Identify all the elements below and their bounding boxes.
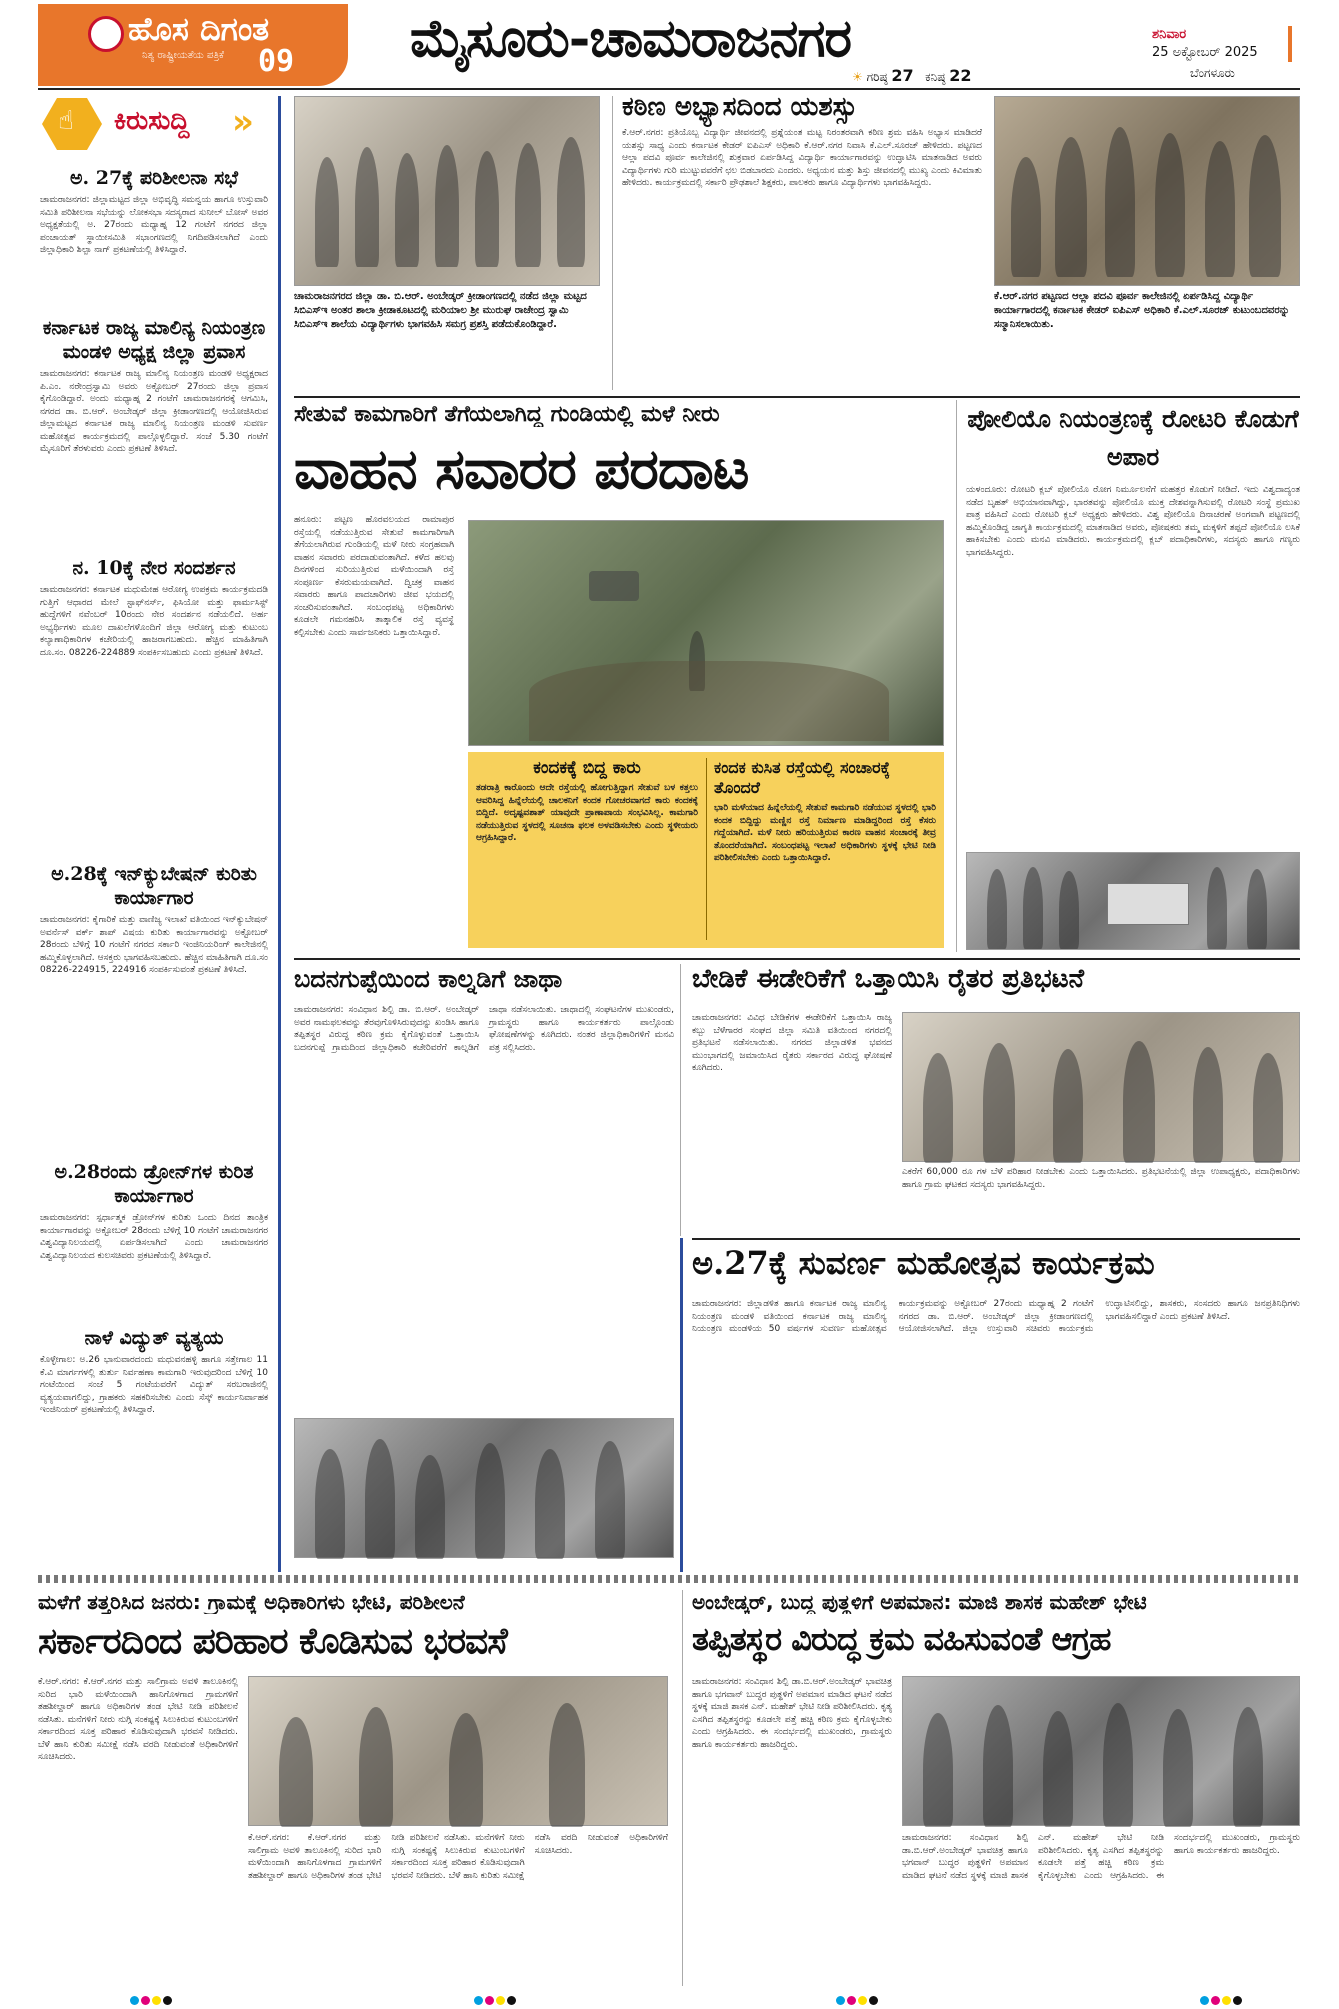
kiru-suddi-badge — [40, 96, 262, 152]
date-accent-bar — [1288, 26, 1292, 62]
registration-dots — [474, 1990, 518, 2000]
story-body: ಕೆ.ಆರ್.ನಗರ: ಪ್ರತಿಯೊಬ್ಬ ವಿದ್ಯಾರ್ಥಿ ಜೀವನದಲ್ಲಿ ಪ್ರಶ್ನೆಯಂತ ಮಟ್ಟ ನಿರಂತರವಾಗಿ ಕಠಿಣ ಶ್ರಮ ವಹಿಸಿ ಅಭ್ಯಾಸ ಮಾಡಿದರೆ ಯಶಸ್ಸು ಸಾಧ್ಯ ಎಂದು ಕರ್ನಾಟಕ ಕೇಡರ್ ಐಪಿಎಸ್ ಅಧಿಕಾರಿ ಕೆ.ಆರ್.ನಗರ ನಿವಾಸಿ ಕೆ.ಎಲ್.ಸೂರಜ್ ಹೇಳಿದರು. ಪಟ್ಟಣದ ಆಲ್ಲಾ ಪದವಿ ಪೂರ್ವ ಕಾಲೇಜಿನಲ್ಲಿ ಶುಕ್ರವಾರ ಏರ್ಪಡಿಸಿದ್ದ ವಿದ್ಯಾರ್ಥಿ ಕಾರ್ಯಾಗಾರವನ್ನು ಉದ್ಘಾಟಿಸಿ ಮಾತನಾಡಿದ ಅವರು ವಿದ್ಯಾರ್ಥಿಗಳು ಗುರಿ ಮುಟ್ಟುವವರೆಗೆ ಛಲ ಬಿಡಬಾರದು ಎಂದರು. ಅಧ್ಯಯನ ಮತ್ತು ಶಿಸ್ತು ಜೀವನದಲ್ಲಿ ಮುಖ್ಯ ಎಂದು ಕಿವಿಮಾತು ಹೇಳಿದರು. ಕಾರ್ಯಕ್ರಮದಲ್ಲಿ ಸರ್ಕಾರಿ ಪ್ರೌಢಶಾಲೆ ಶಿಕ್ಷಕರು, ಪಾಲಕರು ಹಾಗೂ ವಿದ್ಯಾರ್ಥಿಗಳು ಭಾಗವಹಿಸಿದ್ದರು. — [622, 128, 982, 188]
kiru-suddi-label: ಕಿರುಸುದ್ದಿ — [114, 106, 190, 136]
logo-emblem-icon — [88, 16, 124, 52]
story-body: ಚಾಮರಾಜನಗರ: ಜಿಲ್ಲಾಡಳಿತ ಹಾಗೂ ಕರ್ನಾಟಕ ರಾಜ್ಯ ಮಾಲಿನ್ಯ ನಿಯಂತ್ರಣ ಮಂಡಳಿ ವತಿಯಿಂದ ಕರ್ನಾಟಕ ರಾಜ್ಯ ಮಾಲಿನ್ಯ ನಿಯಂತ್ರಣ ಮಂಡಳಿಯ 50 ವರ್ಷಗಳ ಸುವರ್ಣ ಮಹೋತ್ಸವ ಕಾರ್ಯಕ್ರಮವನ್ನು ಅಕ್ಟೋಬರ್ 27ರಂದು ಮಧ್ಯಾಹ್ನ 2 ಗಂಟೆಗೆ ನಗರದ ಡಾ. ಬಿ.ಆರ್. ಅಂಬೇಡ್ಕರ್ ಜಿಲ್ಲಾ ಕ್ರೀಡಾಂಗಣದಲ್ಲಿ ಆಯೋಜಿಸಲಾಗಿದೆ. ಜಿಲ್ಲಾ ಉಸ್ತುವಾರಿ ಸಚಿವರು ಕಾರ್ಯಕ್ರಮ ಉದ್ಘಾಟಿಸಲಿದ್ದು, ಶಾಸಕರು, ಸಂಸದರು ಹಾಗೂ ಜನಪ್ರತಿನಿಧಿಗಳು ಭಾಗವಹಿಸಲಿದ್ದಾರೆ ಎಂದು ಪ್ರಕಟಣೆ ತಿಳಿಸಿದೆ. — [692, 1299, 1300, 1334]
kiru-headline: ನ. 10ಕ್ಕೆ ನೇರ ಸಂದರ್ಶನ — [72, 557, 236, 579]
weekday: ಶನಿವಾರ — [1152, 27, 1187, 42]
story-body-continued — [902, 1832, 1300, 1984]
kiru-headline: ಕರ್ನಾಟಕ ರಾಜ್ಯ ಮಾಲಿನ್ಯ ನಿಯಂತ್ರಣ ಮಂಡಳಿ ಅಧ್ಯಕ್ಷ ಜಿಲ್ಲಾ ಪ್ರವಾಸ — [42, 317, 266, 363]
story-ambedkar-kicker: ಅಂಬೇಡ್ಕರ್, ಬುದ್ಧ ಪುತ್ಥಳಿಗೆ ಅಪಮಾನ: ಮಾಜಿ ಶಾಸಕ ಮಹೇಶ್ ಭೇಟಿ — [692, 1590, 1147, 1614]
page-number: 09 — [258, 44, 295, 79]
story-polio-headline: ಪೋಲಿಯೊ ನಿಯಂತ್ರಣಕ್ಕೆ ರೋಟರಿ ಕೊಡುಗೆ ಅಪಾರ — [967, 404, 1299, 471]
column-rule — [682, 1590, 683, 1986]
photo-officials-visit — [248, 1676, 668, 1826]
kiru-headline: ಅ.28ಕ್ಕೆ ಇನ್‌ಕ್ಯುಬೇಷನ್ ಕುರಿತು ಕಾರ್ಯಾಗಾರ — [51, 863, 257, 909]
continued-text: ಕೆ.ಆರ್.ನಗರ: ಕೆ.ಆರ್.ನಗರ ಮತ್ತು ಸಾಲಿಗ್ರಾಮ ಅವಳಿ ತಾಲೂಕಿನಲ್ಲಿ ಸುರಿದ ಭಾರಿ ಮಳೆಯಿಂದಾಗಿ ಹಾನಿಗೊಳಗಾದ ಗ್ರಾಮಗಳಿಗೆ ತಹಶೀಲ್ದಾರ್ ಹಾಗೂ ಅಧಿಕಾರಿಗಳ ತಂಡ ಭೇಟಿ ನೀಡಿ ಪರಿಶೀಲನೆ ನಡೆಸಿತು. ಮನೆಗಳಿಗೆ ನೀರು ನುಗ್ಗಿ ಸಂಕಷ್ಟಕ್ಕೆ ಸಿಲುಕಿರುವ ಕುಟುಂಬಗಳಿಗೆ ಸರ್ಕಾರದಿಂದ ಸೂಕ್ತ ಪರಿಹಾರ ಕೊಡಿಸುವುದಾಗಿ ಭರವಸೆ ನೀಡಿದರು. ಬೆಳೆ ಹಾನಿ ಕುರಿತು ಸಮೀಕ್ಷೆ ನಡೆಸಿ ವರದಿ ನೀಡುವಂತೆ ಅಧಿಕಾರಿಗಳಿಗೆ ಸೂಚಿಸಿದರು. — [248, 1833, 668, 1881]
column-rule — [956, 400, 957, 952]
weather-readout — [852, 66, 1062, 85]
registration-dots — [130, 1990, 174, 2000]
registration-dots — [836, 1990, 880, 2000]
story-success — [622, 92, 982, 392]
photo-farmers-protest — [902, 1012, 1300, 1162]
story-compensation-headline: ಸರ್ಕಾರದಿಂದ ಪರಿಹಾರ ಕೊಡಿಸುವ ಭರವಸೆ — [38, 1620, 507, 1662]
story-body-continued — [248, 1832, 668, 1984]
kiru-headline: ನಾಳೆ ವಿದ್ಯುತ್ ವ್ಯತ್ಯಯ — [84, 1327, 224, 1349]
story-jatha-headline: ಬದನಗುಪ್ಪೆಯಿಂದ ಕಾಲ್ನಡಿಗೆ ಜಾಥಾ — [294, 964, 563, 993]
kiru-headline: ಅ.28ರಂದು ಡ್ರೋನ್‌ಗಳ ಕುರಿತ ಕಾರ್ಯಾಗಾರ — [54, 1161, 254, 1207]
photo-caption: ಚಾಮರಾಜನಗರದ ಜಿಲ್ಲಾ ಡಾ. ಬಿ.ಆರ್. ಅಂಬೇಡ್ಕರ್ ಕ್ರೀಡಾಂಗಣದಲ್ಲಿ ನಡೆದ ಜಿಲ್ಲಾ ಮಟ್ಟದ ಸಿಬಿಎಸ್‌ಇ ಅಂತರ ಶಾಲಾ ಕ್ರೀಡಾಕೂಟದಲ್ಲಿ ಮರಿಯಾಲ ಶ್ರೀ ಮುರುಘ ರಾಜೇಂದ್ರ ಸ್ವಾಮಿ ಸಿಬಿಎಸ್‌ಇ ಶಾಲೆಯ ವಿದ್ಯಾರ್ಥಿಗಳು ಭಾಗವಹಿಸಿ ಸಮಗ್ರ ಪ್ರಶಸ್ತಿ ಪಡೆದುಕೊಂಡಿದ್ದಾರೆ. — [294, 291, 587, 330]
weather-min-label: ಕನಿಷ್ಠ — [925, 70, 946, 84]
photo-rotary-event — [966, 852, 1300, 950]
masthead-date — [1152, 26, 1292, 62]
box-headline: ಕಂದಕಕ್ಕೆ ಬಿದ್ದ ಕಾರು — [533, 758, 641, 778]
kiru-body: ಚಾಮರಾಜನಗರ: ಕೈಗಾರಿಕೆ ಮತ್ತು ವಾಣಿಜ್ಯ ಇಲಾಖೆ ವತಿಯಿಂದ ಇನ್‌ಕ್ಯುಬೇಷನ್ ಅವರ್ನೆಸ್ ವರ್ಕ್ ಶಾಪ್ ವಿಷಯ ಕುರಿತು ಕಾರ್ಯಾಗಾರವನ್ನು ಅಕ್ಟೋಬರ್ 28ರಂದು ಬೆಳಿಗ್ಗೆ 10 ಗಂಟೆಗೆ ನಗರದ ಸರ್ಕಾರಿ ಇಂಜಿನಿಯರಿಂಗ್ ಕಾಲೇಜಿನಲ್ಲಿ ಹಮ್ಮಿಕೊಳ್ಳಲಾಗಿದೆ. ಆಸಕ್ತರು ಭಾಗವಹಿಸಬಹುದು. ಹೆಚ್ಚಿನ ಮಾಹಿತಿಗಾಗಿ ದೂ.ಸಂ 08226-224915, 224916 ಸಂಪರ್ಕಿಸುವಂತೆ ಪ್ರಕಟಣೆ ತಿಳಿಸಿದೆ. — [40, 915, 268, 975]
masthead-city: ಬೆಂಗಳೂರು — [1190, 66, 1235, 80]
section-rule — [294, 396, 1300, 398]
section-rule — [294, 958, 1300, 960]
photo-students-trophy — [294, 96, 600, 286]
photo-jatha-crowd — [294, 1418, 674, 1558]
story-body: ಹನೂರು: ಪಟ್ಟಣ ಹೊರವಲಯದ ರಾಮಾಪುರ ರಸ್ತೆಯಲ್ಲಿ ನಡೆಯುತ್ತಿರುವ ಸೇತುವೆ ಕಾಮಗಾರಿಗಾಗಿ ತೆಗೆಯಲಾಗಿರುವ ಗುಂಡಿಯಲ್ಲಿ ಮಳೆ ನೀರು ಸಂಗ್ರಹವಾಗಿ ವಾಹನ ಸವಾರರು ಪರದಾಡುವಂತಾಗಿದೆ. ಕಳೆದ ಹಲವು ದಿನಗಳಿಂದ ಸುರಿಯುತ್ತಿರುವ ಮಳೆಯಿಂದಾಗಿ ರಸ್ತೆ ಸಂಪೂರ್ಣ ಕೆಸರುಮಯವಾಗಿದೆ. ದ್ವಿಚಕ್ರ ವಾಹನ ಸವಾರರು ಹಾಗೂ ಪಾದಚಾರಿಗಳು ಜೀವ ಭಯದಲ್ಲಿ ಸಂಚರಿಸುವಂತಾಗಿದೆ. ಸಂಬಂಧಪಟ್ಟ ಅಧಿಕಾರಿಗಳು ಕೂಡಲೇ ಗಮನಹರಿಸಿ ತಾತ್ಕಾಲಿಕ ರಸ್ತೆ ವ್ಯವಸ್ಥೆ ಕಲ್ಪಿಸಬೇಕು ಎಂದು ಸಾರ್ವಜನಿಕರು ಒತ್ತಾಯಿಸಿದ್ದಾರೆ. — [294, 515, 454, 638]
story-body-continued: ಎಕರೆಗೆ 60,000 ರೂ ಗಳ ಬೆಳೆ ಪರಿಹಾರ ನೀಡಬೇಕು ಎಂದು ಒತ್ತಾಯಿಸಿದರು. ಪ್ರತಿಭಟನೆಯಲ್ಲಿ ಜಿಲ್ಲಾ ಉಪಾಧ್ಯಕ್ಷರು, ಪದಾಧಿಕಾರಿಗಳು ಹಾಗೂ ಗ್ರಾಮ ಘಟಕದ ಸದಸ್ಯರು ಭಾಗವಹಿಸಿದ್ದರು. — [902, 1167, 1300, 1190]
kiru-item-1 — [40, 166, 268, 316]
story-bridge-kicker: ಸೇತುವೆ ಕಾಮಗಾರಿಗೆ ತೆಗೆಯಲಾಗಿದ್ದ ಗುಂಡಿಯಲ್ಲಿ ಮಳೆ ನೀರು — [294, 402, 720, 427]
kiru-item-5 — [40, 1160, 268, 1324]
story-body: ಕೆ.ಆರ್.ನಗರ: ಕೆ.ಆರ್.ನಗರ ಮತ್ತು ಸಾಲಿಗ್ರಾಮ ಅವಳಿ ತಾಲೂಕಿನಲ್ಲಿ ಸುರಿದ ಭಾರಿ ಮಳೆಯಿಂದಾಗಿ ಹಾನಿಗೊಳಗಾದ ಗ್ರಾಮಗಳಿಗೆ ತಹಶೀಲ್ದಾರ್ ಹಾಗೂ ಅಧಿಕಾರಿಗಳ ತಂಡ ಭೇಟಿ ನೀಡಿ ಪರಿಶೀಲನೆ ನಡೆಸಿತು. ಮನೆಗಳಿಗೆ ನೀರು ನುಗ್ಗಿ ಸಂಕಷ್ಟಕ್ಕೆ ಸಿಲುಕಿರುವ ಕುಟುಂಬಗಳಿಗೆ ಸರ್ಕಾರದಿಂದ ಸೂಕ್ತ ಪರಿಹಾರ ಕೊಡಿಸುವುದಾಗಿ ಭರವಸೆ ನೀಡಿದರು. ಬೆಳೆ ಹಾನಿ ಕುರಿತು ಸಮೀಕ್ಷೆ ನಡೆಸಿ ವರದಿ ನೀಡುವಂತೆ ಅಧಿಕಾರಿಗಳಿಗೆ ಸೂಚಿಸಿದರು. — [38, 1677, 238, 1762]
photo-felicitation — [994, 96, 1300, 286]
kiru-item-4 — [40, 862, 268, 1156]
logo-tagline: ನಿತ್ಯ ರಾಷ್ಟ್ರೀಯತೆಯ ಪತ್ರಿಕೆ — [142, 50, 224, 61]
box-road — [714, 758, 936, 944]
story-farmers-headline: ಬೇಡಿಕೆ ಈಡೇರಿಕೆಗೆ ಒತ್ತಾಯಿಸಿ ರೈತರ ಪ್ರತಿಭಟನೆ — [692, 964, 1085, 994]
chevron-right-icon: » — [232, 102, 254, 142]
masthead-logo — [38, 4, 348, 86]
story-body: ಯಳಂದೂರು: ರೋಟರಿ ಕ್ಲಬ್ ಪೋಲಿಯೊ ರೋಗ ನಿರ್ಮೂಲನೆಗೆ ಮಹತ್ತರ ಕೊಡುಗೆ ನೀಡಿದೆ. ಇದು ವಿಶ್ವದಾದ್ಯಂತ ನಡೆದ ಬೃಹತ್ ಅಭಿಯಾನವಾಗಿದ್ದು, ಭಾರತವನ್ನು ಪೋಲಿಯೊ ಮುಕ್ತ ದೇಶವನ್ನಾಗಿಸುವಲ್ಲಿ ರೋಟರಿ ಸಂಸ್ಥೆ ಪ್ರಮುಖ ಪಾತ್ರ ವಹಿಸಿದೆ ಎಂದು ರೋಟರಿ ಕ್ಲಬ್ ಅಧ್ಯಕ್ಷರು ಹೇಳಿದರು. ವಿಶ್ವ ಪೋಲಿಯೊ ದಿನಾಚರಣೆ ಅಂಗವಾಗಿ ಪಟ್ಟಣದಲ್ಲಿ ಹಮ್ಮಿಕೊಂಡಿದ್ದ ಜಾಗೃತಿ ಕಾರ್ಯಕ್ರಮದಲ್ಲಿ ಮಾತನಾಡಿದ ಅವರು, ಪೋಷಕರು ತಮ್ಮ ಮಕ್ಕಳಿಗೆ ತಪ್ಪದೆ ಪೋಲಿಯೊ ಲಸಿಕೆ ಹಾಕಿಸಬೇಕು ಎಂದು ಮನವಿ ಮಾಡಿದರು. ಕಾರ್ಯಕ್ರಮದಲ್ಲಿ ಕ್ಲಬ್ ಪದಾಧಿಕಾರಿಗಳು, ಸದಸ್ಯರು ಹಾಗೂ ಗಣ್ಯರು ಭಾಗವಹಿಸಿದ್ದರು. — [966, 485, 1300, 558]
story-body: ಚಾಮರಾಜನಗರ: ಸಂವಿಧಾನ ಶಿಲ್ಪಿ ಡಾ. ಬಿ.ಆರ್. ಅಂಬೇಡ್ಕರ್ ಅವರ ನಾಮಫಲಕವನ್ನು ತೆರವುಗೊಳಿಸಿರುವುದನ್ನು ಖಂಡಿಸಿ ಹಾಗೂ ತಪ್ಪಿತಸ್ಥರ ವಿರುದ್ಧ ಕಠಿಣ ಕ್ರಮ ಕೈಗೊಳ್ಳುವಂತೆ ಒತ್ತಾಯಿಸಿ ಬದನಗುಪ್ಪೆ ಗ್ರಾಮದಿಂದ ಜಿಲ್ಲಾಧಿಕಾರಿ ಕಚೇರಿವರೆಗೆ ಕಾಲ್ನಡಿಗೆ ಜಾಥಾ ನಡೆಸಲಾಯಿತು. ಜಾಥಾದಲ್ಲಿ ಸಂಘಟನೆಗಳ ಮುಖಂಡರು, ಗ್ರಾಮಸ್ಥರು ಹಾಗೂ ಕಾರ್ಯಕರ್ತರು ಪಾಲ್ಗೊಂಡು ಘೋಷಣೆಗಳನ್ನು ಕೂಗಿದರು. ನಂತರ ಜಿಲ್ಲಾಧಿಕಾರಿಗಳಿಗೆ ಮನವಿ ಪತ್ರ ಸಲ್ಲಿಸಿದರು. — [294, 1005, 674, 1053]
kiru-body: ಚಾಮರಾಜನಗರ: ಜಿಲ್ಲಾಮಟ್ಟದ ಜಿಲ್ಲಾ ಅಭಿವೃದ್ಧಿ ಸಮನ್ವಯ ಹಾಗೂ ಉಸ್ತುವಾರಿ ಸಮಿತಿ ಪರಿಶೀಲನಾ ಸಭೆಯನ್ನು ಲೋಕಸಭಾ ಸದಸ್ಯರಾದ ಸುನೀಲ್ ಬೋಸ್ ಅವರ ಅಧ್ಯಕ್ಷತೆಯಲ್ಲಿ ಅ. 27ರಂದು ಮಧ್ಯಾಹ್ನ 12 ಗಂಟೆಗೆ ನಗರದ ಜಿಲ್ಲಾ ಪಂಚಾಯತ್ ಸ್ಥಾಯೀಸಮಿತಿ ಸಭಾಂಗಣದಲ್ಲಿ ನಿಗದಿಪಡಿಸಲಾಗಿದೆ ಎಂದು ಜಿಲ್ಲಾಧಿಕಾರಿ ಶಿಲ್ಪಾ ನಾಗ್ ಪ್ರಕಟಣೆಯಲ್ಲಿ ತಿಳಿಸಿದ್ದಾರೆ. — [40, 195, 268, 255]
story-ambedkar-headline: ತಪ್ಪಿತಸ್ಥರ ವಿರುದ್ಧ ಕ್ರಮ ವಹಿಸುವಂತೆ ಆಗ್ರಹ — [692, 1620, 1111, 1658]
box-body: ತಡರಾತ್ರಿ ಕಾರೊಂದು ಆದೇ ರಸ್ತೆಯಲ್ಲಿ ಹೋಗುತ್ತಿದ್ದಾಗ ಸೇತುವೆ ಬಳ ಕತ್ತಲು ಆವರಿಸಿದ್ದ ಹಿನ್ನೆಲೆಯಲ್ಲಿ ಚಾಲಕನಿಗೆ ಕಂದಕ ಗೋಚರವಾಗದೆ ಕಾರು ಕಂದಕಕ್ಕೆ ಬಿದ್ದಿದೆ. ಅದೃಷ್ಟವಶಾತ್ ಯಾವುದೇ ಪ್ರಾಣಾಪಾಯ ಸಂಭವಿಸಿಲ್ಲ. ಕಾಮಗಾರಿ ನಡೆಯುತ್ತಿರುವ ಸ್ಥಳದಲ್ಲಿ ಸೂಚನಾ ಫಲಕ ಅಳವಡಿಸಬೇಕು ಎಂದು ಸ್ಥಳೀಯರು ಆಗ್ರಹಿಸಿದ್ದಾರೆ. — [476, 783, 698, 843]
kiru-body: ಕೊಳ್ಳೇಗಾಲ: ಅ.26 ಭಾನುವಾರದಂದು ಮಧುವನಹಳ್ಳಿ ಹಾಗೂ ಸತ್ತೇಗಾಲ 11 ಕೆ.ವಿ ಮಾರ್ಗಗಳಲ್ಲಿ ತುರ್ತು ನಿರ್ವಹಣಾ ಕಾಮಗಾರಿ ಇರುವುದರಿಂದ ಬೆಳಿಗ್ಗೆ 10 ಗಂಟೆಯಿಂದ ಸಂಜೆ 5 ಗಂಟೆಯವರೆಗೆ ವಿದ್ಯುತ್ ಸರಬರಾಜಿನಲ್ಲಿ ವ್ಯತ್ಯಯವಾಗಲಿದ್ದು, ಗ್ರಾಹಕರು ಸಹಕರಿಸಬೇಕು ಎಂದು ಸೆಸ್ಕ್ ಕಾರ್ಯನಿರ್ವಾಹಕ ಇಂಜಿನಿಯರ್ ಪ್ರಕಟಣೆಯಲ್ಲಿ ತಿಳಿಸಿದ್ದಾರೆ. — [40, 1355, 268, 1415]
hand-icon: ☝ — [58, 106, 74, 136]
story-body: ಚಾಮರಾಜನಗರ: ವಿವಿಧ ಬೇಡಿಕೆಗಳ ಈಡೇರಿಕೆಗೆ ಒತ್ತಾಯಿಸಿ ರಾಜ್ಯ ಕಬ್ಬು ಬೆಳೆಗಾರರ ಸಂಘದ ಜಿಲ್ಲಾ ಸಮಿತಿ ವತಿಯಿಂದ ನಗರದಲ್ಲಿ ಪ್ರತಿಭಟನೆ ನಡೆಸಲಾಯಿತು. ನಗರದ ಜಿಲ್ಲಾಡಳಿತ ಭವನದ ಮುಂಭಾಗದಲ್ಲಿ ಜಮಾಯಿಸಿದ ರೈತರು ಸರ್ಕಾರದ ವಿರುದ್ಧ ಘೋಷಣೆ ಕೂಗಿದರು. — [692, 1013, 892, 1073]
story-headline: ಕಠಿಣ ಅಭ್ಯಾಸದಿಂದ ಯಶಸ್ಸು — [622, 92, 858, 122]
weather-min: 22 — [949, 66, 972, 85]
weather-max-label: ಗರಿಷ್ಠ — [866, 70, 888, 84]
section-rule — [692, 1238, 1300, 1240]
kiru-body: ಚಾಮರಾಜನಗರ: ಸ್ಪರ್ಧಾತ್ಮಕ ಡ್ರೋನ್‌ಗಳ ಕುರಿತು ಒಂದು ದಿನದ ತಾಂತ್ರಿಕ ಕಾರ್ಯಾಗಾರವನ್ನು ಅಕ್ಟೋಬರ್ 28ರಂದು ಬೆಳಿಗ್ಗೆ 10 ಗಂಟೆಗೆ ಚಾಮರಾಜನಗರ ವಿಶ್ವವಿದ್ಯಾನಿಲಯದಲ್ಲಿ ಏರ್ಪಡಿಸಲಾಗಿದೆ ಎಂದು ಚಾಮರಾಜನಗರ ವಿಶ್ವವಿದ್ಯಾನಿಲಯದ ಕುಲಸಚಿವರು ಪ್ರಕಟಣೆಯಲ್ಲಿ ತಿಳಿಸಿದ್ದಾರೆ. — [40, 1213, 268, 1261]
sun-icon: ☀ — [852, 70, 863, 84]
kiru-item-2 — [40, 316, 268, 548]
story-suvarna-headline: ಅ.27ಕ್ಕೆ ಸುವರ್ಣ ಮಹೋತ್ಸವ ಕಾರ್ಯಕ್ರಮ — [692, 1244, 1155, 1282]
story-compensation-kicker: ಮಳೆಗೆ ತತ್ತರಿಸಿದ ಜನರು: ಗ್ರಾಮಕ್ಕೆ ಅಧಿಕಾರಿಗಳು ಭೇಟಿ, ಪರಿಶೀಲನೆ — [38, 1590, 465, 1614]
kiru-headline: ಅ. 27ಕ್ಕೆ ಪರಿಶೀಲನಾ ಸಭೆ — [69, 167, 239, 189]
story-body: ಚಾಮರಾಜನಗರ: ಸಂವಿಧಾನ ಶಿಲ್ಪಿ ಡಾ.ಬಿ.ಆರ್.ಅಂಬೇಡ್ಕರ್ ಭಾವಚಿತ್ರ ಹಾಗೂ ಭಗವಾನ್ ಬುದ್ಧರ ಪುತ್ಥಳಿಗೆ ಅಪಮಾನ ಮಾಡಿದ ಘಟನೆ ನಡೆದ ಸ್ಥಳಕ್ಕೆ ಮಾಜಿ ಶಾಸಕ ಎನ್. ಮಹೇಶ್ ಭೇಟಿ ನೀಡಿ ಪರಿಶೀಲಿಸಿದರು. ಕೃತ್ಯ ಎಸಗಿದ ತಪ್ಪಿತಸ್ಥರನ್ನು ಕೂಡಲೇ ಪತ್ತೆ ಹಚ್ಚಿ ಕಠಿಣ ಕ್ರಮ ಕೈಗೊಳ್ಳಬೇಕು ಎಂದು ಆಗ್ರಹಿಸಿದರು. ಈ ಸಂದರ್ಭದಲ್ಲಿ ಮುಖಂಡರು, ಗ್ರಾಮಸ್ಥರು ಹಾಗೂ ಕಾರ್ಯಕರ್ತರು ಹಾಜರಿದ್ದರು. — [692, 1677, 892, 1750]
kiru-body: ಚಾಮರಾಜನಗರ: ಕರ್ನಾಟಕ ರಾಜ್ಯ ಮಾಲಿನ್ಯ ನಿಯಂತ್ರಣ ಮಂಡಳಿ ಅಧ್ಯಕ್ಷರಾದ ಪಿ.ಎಂ. ನರೇಂದ್ರಸ್ವಾಮಿ ಅವರು ಅಕ್ಟೋಬರ್ 27ರಂದು ಜಿಲ್ಲಾ ಪ್ರವಾಸ ಕೈಗೊಂಡಿದ್ದಾರೆ. ಅಂದು ಮಧ್ಯಾಹ್ನ 2 ಗಂಟೆಗೆ ಚಾಮರಾಜನಗರಕ್ಕೆ ಆಗಮಿಸಿ, ನಗರದ ಡಾ. ಬಿ.ಆರ್. ಅಂಬೇಡ್ಕರ್ ಜಿಲ್ಲಾ ಕ್ರೀಡಾಂಗಣದಲ್ಲಿ ಆಯೋಜಿಸಿರುವ ಜಿಲ್ಲಾಮಟ್ಟದ ಕರ್ನಾಟಕ ರಾಜ್ಯ ಮಾಲಿನ್ಯ ನಿಯಂತ್ರಣ ಮಂಡಳಿ ಸುವರ್ಣ ಮಹೋತ್ಸವ ಕಾರ್ಯಕ್ರಮದಲ್ಲಿ ಪಾಲ್ಗೊಳ್ಳಲಿದ್ದಾರೆ. ಸಂಜೆ 5.30 ಗಂಟೆಗೆ ಮೈಸೂರಿಗೆ ತೆರಳುವರು ಎಂದು ಪ್ರಕಟಣೆ ತಿಳಿಸಿದೆ. — [40, 369, 268, 454]
continued-text: ಚಾಮರಾಜನಗರ: ಸಂವಿಧಾನ ಶಿಲ್ಪಿ ಡಾ.ಬಿ.ಆರ್.ಅಂಬೇಡ್ಕರ್ ಭಾವಚಿತ್ರ ಹಾಗೂ ಭಗವಾನ್ ಬುದ್ಧರ ಪುತ್ಥಳಿಗೆ ಅಪಮಾನ ಮಾಡಿದ ಘಟನೆ ನಡೆದ ಸ್ಥಳಕ್ಕೆ ಮಾಜಿ ಶಾಸಕ ಎನ್. ಮಹೇಶ್ ಭೇಟಿ ನೀಡಿ ಪರಿಶೀಲಿಸಿದರು. ಕೃತ್ಯ ಎಸಗಿದ ತಪ್ಪಿತಸ್ಥರನ್ನು ಕೂಡಲೇ ಪತ್ತೆ ಹಚ್ಚಿ ಕಠಿಣ ಕ್ರಮ ಕೈಗೊಳ್ಳಬೇಕು ಎಂದು ಆಗ್ರಹಿಸಿದರು. ಈ ಸಂದರ್ಭದಲ್ಲಿ ಮುಖಂಡರು, ಗ್ರಾಮಸ್ಥರು ಹಾಗೂ ಕಾರ್ಯಕರ್ತರು ಹಾಜರಿದ್ದರು. — [902, 1833, 1300, 1881]
column-divider — [680, 1238, 683, 1572]
column-rule — [680, 964, 681, 1236]
logo-text: ಹೊಸ ದಿಗಂತ — [128, 10, 270, 48]
date: 25 ಅಕ್ಟೋಬರ್ 2025 — [1152, 45, 1258, 60]
box-divider — [706, 758, 707, 940]
registration-dots — [1200, 1990, 1244, 2000]
box-body: ಭಾರಿ ಮಳೆಯಾದ ಹಿನ್ನೆಲೆಯಲ್ಲಿ ಸೇತುವೆ ಕಾಮಗಾರಿ ನಡೆಯುವ ಸ್ಥಳದಲ್ಲಿ ಭಾರಿ ಕಂದಕ ಬಿದ್ದಿದ್ದು ಮಣ್ಣಿನ ರಸ್ತೆ ನಿರ್ಮಾಣ ಮಾಡಿದ್ದರಿಂದ ರಸ್ತೆ ಕೆಸರು ಗದ್ದೆಯಾಗಿದೆ. ಮಳೆ ನೀರು ಹರಿಯುತ್ತಿರುವ ಕಾರಣ ವಾಹನ ಸಂಚಾರಕ್ಕೆ ತೀವ್ರ ತೊಂದರೆಯಾಗಿದೆ. ಸಂಬಂಧಪಟ್ಟ ಇಲಾಖೆ ಅಧಿಕಾರಿಗಳು ಸ್ಥಳಕ್ಕೆ ಭೇಟಿ ನೀಡಿ ಪರಿಶೀಲಿಸಬೇಕು ಎಂದು ಒತ್ತಾಯಿಸಿದ್ದಾರೆ. — [714, 803, 936, 863]
page-title: ಮೈಸೂರು-ಚಾಮರಾಜನಗರ — [410, 8, 852, 69]
box-headline: ಕಂದಕ ಕುಸಿತ ರಸ್ತೆಯಲ್ಲಿ ಸಂಚಾರಕ್ಕೆ ತೊಂದರೆ — [714, 758, 890, 797]
photo-ambedkar-visit — [902, 1676, 1300, 1826]
photo-caption: ಕೆ.ಆರ್.ನಗರ ಪಟ್ಟಣದ ಆಲ್ಲಾ ಪದವಿ ಪೂರ್ವ ಕಾಲೇಜಿನಲ್ಲಿ ಏರ್ಪಡಿಸಿದ್ದ ವಿದ್ಯಾರ್ಥಿ ಕಾರ್ಯಾಗಾರದಲ್ಲಿ ಕರ್ನಾಟಕ ಕೇಡರ್ ಐಪಿಎಸ್ ಅಧಿಕಾರಿ ಕೆ.ಎಲ್.ಸೂರಜ್ ಕುಟುಂಬದವರನ್ನು ಸನ್ಮಾನಿಸಲಾಯಿತು. — [994, 291, 1290, 330]
masthead-rule — [38, 88, 1300, 90]
column-rule — [612, 96, 613, 390]
weather-max: 27 — [891, 66, 914, 85]
box-car — [476, 758, 698, 944]
story-bridge-headline: ವಾಹನ ಸವಾರರ ಪರದಾಟ — [294, 436, 749, 502]
photo-muddy-road — [468, 520, 944, 746]
kiru-item-6 — [40, 1326, 268, 1570]
column-divider — [278, 96, 281, 1572]
kiru-body: ಚಾಮರಾಜನಗರ: ಕರ್ನಾಟಕ ಮಧುಮೇಹ ಆರೋಗ್ಯ ಉಪಕ್ರಮ ಕಾರ್ಯಕ್ರಮದಡಿ ಗುತ್ತಿಗೆ ಆಧಾರದ ಮೇಲೆ ಸ್ಟಾಫ್‌ನರ್ಸ್, ಫಿಸಿಯೋ ಮತ್ತು ಫಾರ್ಮಸಿಸ್ಟ್ ಹುದ್ದೆಗಳಿಗೆ ನವೆಂಬರ್ 10ರಂದು ನೇರ ಸಂದರ್ಶನ ನಡೆಯಲಿದೆ. ಅರ್ಹ ಅಭ್ಯರ್ಥಿಗಳು ಮೂಲ ದಾಖಲೆಗಳೊಂದಿಗೆ ಜಿಲ್ಲಾ ಆರೋಗ್ಯ ಮತ್ತು ಕುಟುಂಬ ಕಲ್ಯಾಣಾಧಿಕಾರಿಗಳ ಕಚೇರಿಯಲ್ಲಿ ಹಾಜರಾಗಬಹುದು. ಹೆಚ್ಚಿನ ಮಾಹಿತಿಗಾಗಿ ದೂ.ಸಂ. 08226-224889 ಸಂಪರ್ಕಿಸಬಹುದು ಎಂದು ಪ್ರಕಟಣೆ ತಿಳಿಸಿದೆ. — [40, 585, 268, 658]
kiru-item-3 — [40, 556, 268, 856]
section-band — [38, 1575, 1300, 1583]
highlight-box — [468, 752, 944, 948]
